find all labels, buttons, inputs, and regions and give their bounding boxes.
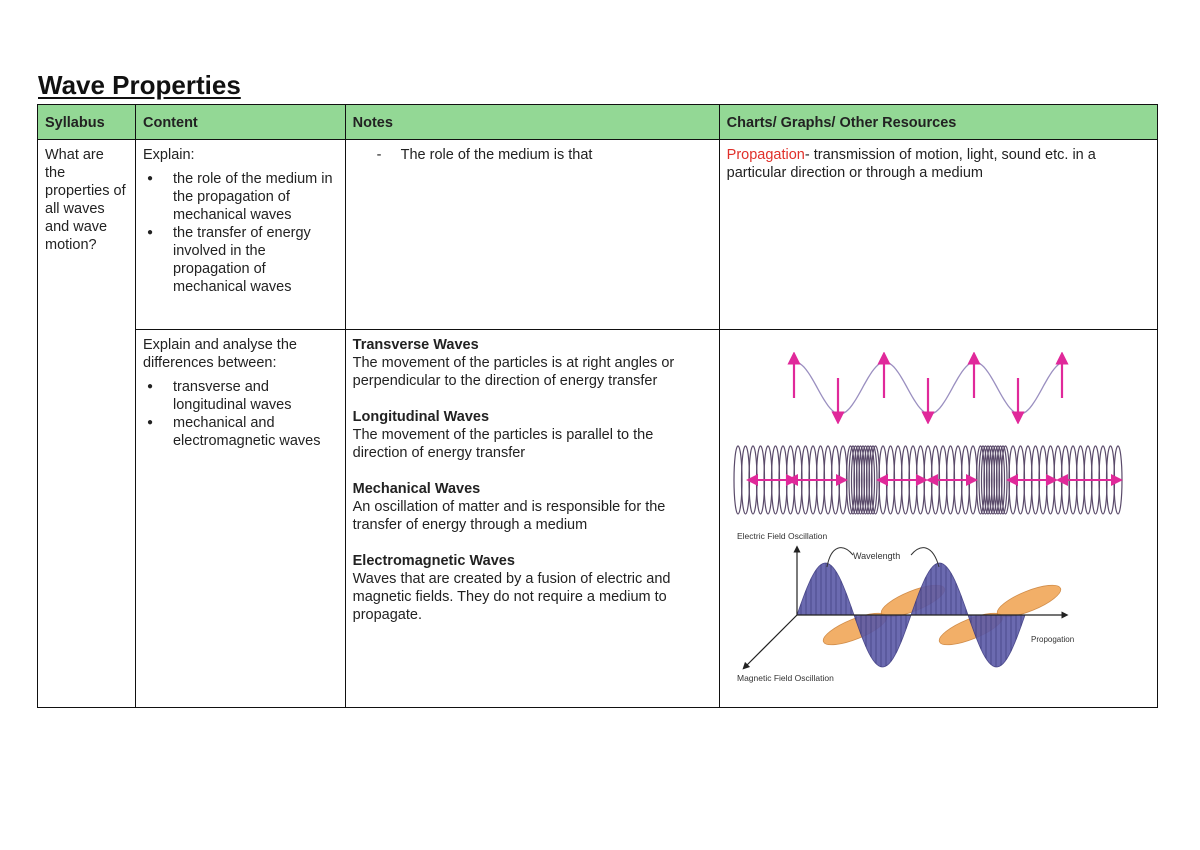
list-item: ● transverse and longitudinal waves [173,378,338,414]
definition-text: The movement of the particles is parallel to the direction of energy transfer [352,427,654,461]
definition-longitudinal [353,408,712,462]
content-list [143,170,338,296]
content-list [143,378,338,450]
spring-coil [734,446,742,514]
propagation-term: Propagation [726,147,805,163]
spring-coil [741,446,749,514]
page-title: Wave Properties [38,70,241,100]
table-row [38,140,1158,330]
electric-field-label: Electric Field Oscillation [736,531,827,541]
electromagnetic-wave-diagram [735,525,1105,685]
header-notes: Notes [345,105,719,140]
syllabus-question: What are the properties of all waves and wave motion? [45,147,126,253]
list-item: - The role of the medium is that [401,146,712,164]
syllabus-table [37,104,1158,708]
magnetic-axis [745,615,797,667]
content-cell [135,330,345,708]
definition-term: Longitudinal Waves [352,409,490,425]
definition-mechanical [353,480,712,534]
list-item: ● the role of the medium in the propagation of mechanical waves [173,170,338,224]
spring-coil [924,446,932,514]
definition-term: Transverse Waves [352,337,479,353]
longitudinal-wave-diagram [732,442,1127,518]
resources-cell [719,330,1157,708]
definition-text: Waves that are created by a fusion of electric and magnetic fields. They do not require a medium to propagate. [352,571,671,623]
spring-coil [1054,446,1062,514]
definition-term: Electromagnetic Waves [352,553,515,569]
definition-text: The movement of the particles is at right angles or perpendicular to the direction of energy transfer [352,355,675,389]
header-content: Content [135,105,345,140]
list-item: ● the transfer of energy involved in the propagation of mechanical waves [173,224,338,296]
definition-transverse [353,336,712,390]
wave-figures [720,330,1157,682]
notes-cell [345,140,719,330]
table-header-row [38,105,1158,140]
content-intro: Explain and analyse the differences between: [142,337,297,371]
table-row [38,330,1158,708]
magnetic-field-label: Magnetic Field Oscillation [736,673,834,683]
propagation-label: Propogation [1030,635,1074,644]
content-cell [135,140,345,330]
content-intro: Explain: [142,147,195,163]
definition-text: An oscillation of matter and is responsible for the transfer of energy through a medium [352,499,666,533]
definition-electromagnetic [353,552,712,624]
definition-term: Mechanical Waves [352,481,481,497]
transverse-wave-diagram [780,352,1080,424]
header-resources: Charts/ Graphs/ Other Resources [719,105,1157,140]
propagation-definition: - transmission of motion, light, sound etc. in a particular direction or through a medium [726,147,1096,181]
syllabus-cell [38,140,136,708]
notes-cell [345,330,719,708]
resources-cell [719,140,1157,330]
wavelength-label: Wavelength [852,551,900,561]
list-item: ● mechanical and electromagnetic waves [173,414,338,450]
notes-list [353,146,712,164]
header-syllabus: Syllabus [38,105,136,140]
